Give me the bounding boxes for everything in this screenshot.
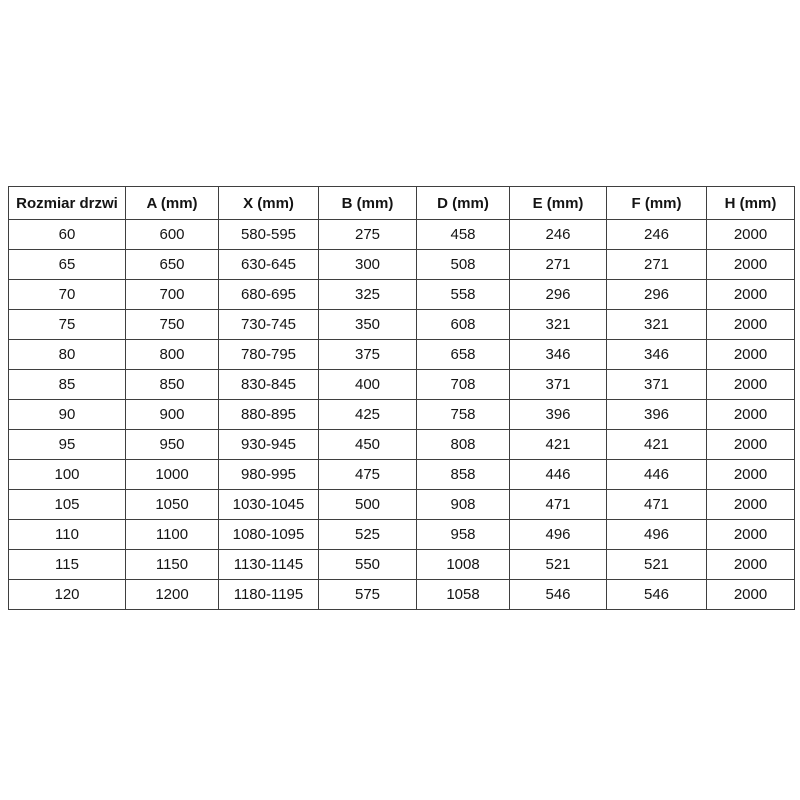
dimension-value-cell: 521 xyxy=(607,550,707,580)
door-size-spec-table xyxy=(8,186,795,610)
column-header: A (mm) xyxy=(126,187,219,220)
column-header: D (mm) xyxy=(417,187,510,220)
dimension-value-cell: 471 xyxy=(607,490,707,520)
dimension-value-cell: 1080-1095 xyxy=(219,520,319,550)
door-size-cell: 65 xyxy=(9,250,126,280)
dimension-value-cell: 525 xyxy=(319,520,417,550)
dimension-value-cell: 246 xyxy=(510,220,607,250)
dimension-value-cell: 371 xyxy=(607,370,707,400)
dimension-value-cell: 608 xyxy=(417,310,510,340)
dimension-value-cell: 680-695 xyxy=(219,280,319,310)
table-row xyxy=(9,550,795,580)
dimension-value-cell: 275 xyxy=(319,220,417,250)
door-size-cell: 60 xyxy=(9,220,126,250)
column-header: E (mm) xyxy=(510,187,607,220)
dimension-value-cell: 2000 xyxy=(707,280,795,310)
dimension-value-cell: 371 xyxy=(510,370,607,400)
dimension-value-cell: 396 xyxy=(607,400,707,430)
dimension-value-cell: 880-895 xyxy=(219,400,319,430)
dimension-value-cell: 1100 xyxy=(126,520,219,550)
dimension-value-cell: 546 xyxy=(510,580,607,610)
header-row xyxy=(9,187,795,220)
door-size-spec-table-container xyxy=(8,186,794,610)
dimension-value-cell: 1180-1195 xyxy=(219,580,319,610)
dimension-value-cell: 2000 xyxy=(707,340,795,370)
dimension-value-cell: 546 xyxy=(607,580,707,610)
dimension-value-cell: 758 xyxy=(417,400,510,430)
column-header: F (mm) xyxy=(607,187,707,220)
dimension-value-cell: 575 xyxy=(319,580,417,610)
dimension-value-cell: 446 xyxy=(510,460,607,490)
door-size-cell: 90 xyxy=(9,400,126,430)
dimension-value-cell: 2000 xyxy=(707,430,795,460)
dimension-value-cell: 2000 xyxy=(707,520,795,550)
column-header: Rozmiar drzwi xyxy=(9,187,126,220)
dimension-value-cell: 1008 xyxy=(417,550,510,580)
dimension-value-cell: 521 xyxy=(510,550,607,580)
dimension-value-cell: 321 xyxy=(607,310,707,340)
dimension-value-cell: 630-645 xyxy=(219,250,319,280)
dimension-value-cell: 2000 xyxy=(707,310,795,340)
dimension-value-cell: 300 xyxy=(319,250,417,280)
dimension-value-cell: 600 xyxy=(126,220,219,250)
dimension-value-cell: 396 xyxy=(510,400,607,430)
dimension-value-cell: 1058 xyxy=(417,580,510,610)
dimension-value-cell: 450 xyxy=(319,430,417,460)
dimension-value-cell: 2000 xyxy=(707,220,795,250)
dimension-value-cell: 980-995 xyxy=(219,460,319,490)
dimension-value-cell: 325 xyxy=(319,280,417,310)
table-row xyxy=(9,400,795,430)
table-head xyxy=(9,187,795,220)
door-size-cell: 80 xyxy=(9,340,126,370)
dimension-value-cell: 458 xyxy=(417,220,510,250)
table-body xyxy=(9,220,795,610)
door-size-cell: 70 xyxy=(9,280,126,310)
dimension-value-cell: 296 xyxy=(607,280,707,310)
dimension-value-cell: 296 xyxy=(510,280,607,310)
dimension-value-cell: 496 xyxy=(510,520,607,550)
table-row xyxy=(9,370,795,400)
table-row xyxy=(9,340,795,370)
dimension-value-cell: 708 xyxy=(417,370,510,400)
table-row xyxy=(9,580,795,610)
door-size-cell: 115 xyxy=(9,550,126,580)
dimension-value-cell: 421 xyxy=(607,430,707,460)
dimension-value-cell: 950 xyxy=(126,430,219,460)
door-size-cell: 100 xyxy=(9,460,126,490)
column-header: X (mm) xyxy=(219,187,319,220)
dimension-value-cell: 830-845 xyxy=(219,370,319,400)
dimension-value-cell: 700 xyxy=(126,280,219,310)
dimension-value-cell: 658 xyxy=(417,340,510,370)
dimension-value-cell: 2000 xyxy=(707,370,795,400)
table-row xyxy=(9,490,795,520)
dimension-value-cell: 550 xyxy=(319,550,417,580)
dimension-value-cell: 271 xyxy=(607,250,707,280)
dimension-value-cell: 1130-1145 xyxy=(219,550,319,580)
dimension-value-cell: 850 xyxy=(126,370,219,400)
dimension-value-cell: 246 xyxy=(607,220,707,250)
table-row xyxy=(9,250,795,280)
dimension-value-cell: 858 xyxy=(417,460,510,490)
dimension-value-cell: 508 xyxy=(417,250,510,280)
dimension-value-cell: 958 xyxy=(417,520,510,550)
dimension-value-cell: 321 xyxy=(510,310,607,340)
dimension-value-cell: 425 xyxy=(319,400,417,430)
dimension-value-cell: 400 xyxy=(319,370,417,400)
dimension-value-cell: 800 xyxy=(126,340,219,370)
dimension-value-cell: 1150 xyxy=(126,550,219,580)
dimension-value-cell: 421 xyxy=(510,430,607,460)
dimension-value-cell: 2000 xyxy=(707,400,795,430)
table-row xyxy=(9,310,795,340)
dimension-value-cell: 580-595 xyxy=(219,220,319,250)
dimension-value-cell: 2000 xyxy=(707,550,795,580)
dimension-value-cell: 1050 xyxy=(126,490,219,520)
dimension-value-cell: 650 xyxy=(126,250,219,280)
door-size-cell: 75 xyxy=(9,310,126,340)
dimension-value-cell: 375 xyxy=(319,340,417,370)
dimension-value-cell: 750 xyxy=(126,310,219,340)
dimension-value-cell: 2000 xyxy=(707,490,795,520)
dimension-value-cell: 350 xyxy=(319,310,417,340)
door-size-cell: 120 xyxy=(9,580,126,610)
table-row xyxy=(9,430,795,460)
dimension-value-cell: 908 xyxy=(417,490,510,520)
dimension-value-cell: 1030-1045 xyxy=(219,490,319,520)
dimension-value-cell: 780-795 xyxy=(219,340,319,370)
dimension-value-cell: 1200 xyxy=(126,580,219,610)
dimension-value-cell: 2000 xyxy=(707,460,795,490)
door-size-cell: 105 xyxy=(9,490,126,520)
table-row xyxy=(9,460,795,490)
dimension-value-cell: 446 xyxy=(607,460,707,490)
dimension-value-cell: 346 xyxy=(510,340,607,370)
table-row xyxy=(9,220,795,250)
table-row xyxy=(9,520,795,550)
dimension-value-cell: 496 xyxy=(607,520,707,550)
dimension-value-cell: 271 xyxy=(510,250,607,280)
column-header: B (mm) xyxy=(319,187,417,220)
dimension-value-cell: 500 xyxy=(319,490,417,520)
column-header: H (mm) xyxy=(707,187,795,220)
dimension-value-cell: 2000 xyxy=(707,580,795,610)
table-row xyxy=(9,280,795,310)
door-size-cell: 95 xyxy=(9,430,126,460)
dimension-value-cell: 930-945 xyxy=(219,430,319,460)
dimension-value-cell: 471 xyxy=(510,490,607,520)
dimension-value-cell: 1000 xyxy=(126,460,219,490)
dimension-value-cell: 558 xyxy=(417,280,510,310)
dimension-value-cell: 808 xyxy=(417,430,510,460)
dimension-value-cell: 346 xyxy=(607,340,707,370)
dimension-value-cell: 2000 xyxy=(707,250,795,280)
dimension-value-cell: 475 xyxy=(319,460,417,490)
dimension-value-cell: 900 xyxy=(126,400,219,430)
dimension-value-cell: 730-745 xyxy=(219,310,319,340)
door-size-cell: 85 xyxy=(9,370,126,400)
door-size-cell: 110 xyxy=(9,520,126,550)
